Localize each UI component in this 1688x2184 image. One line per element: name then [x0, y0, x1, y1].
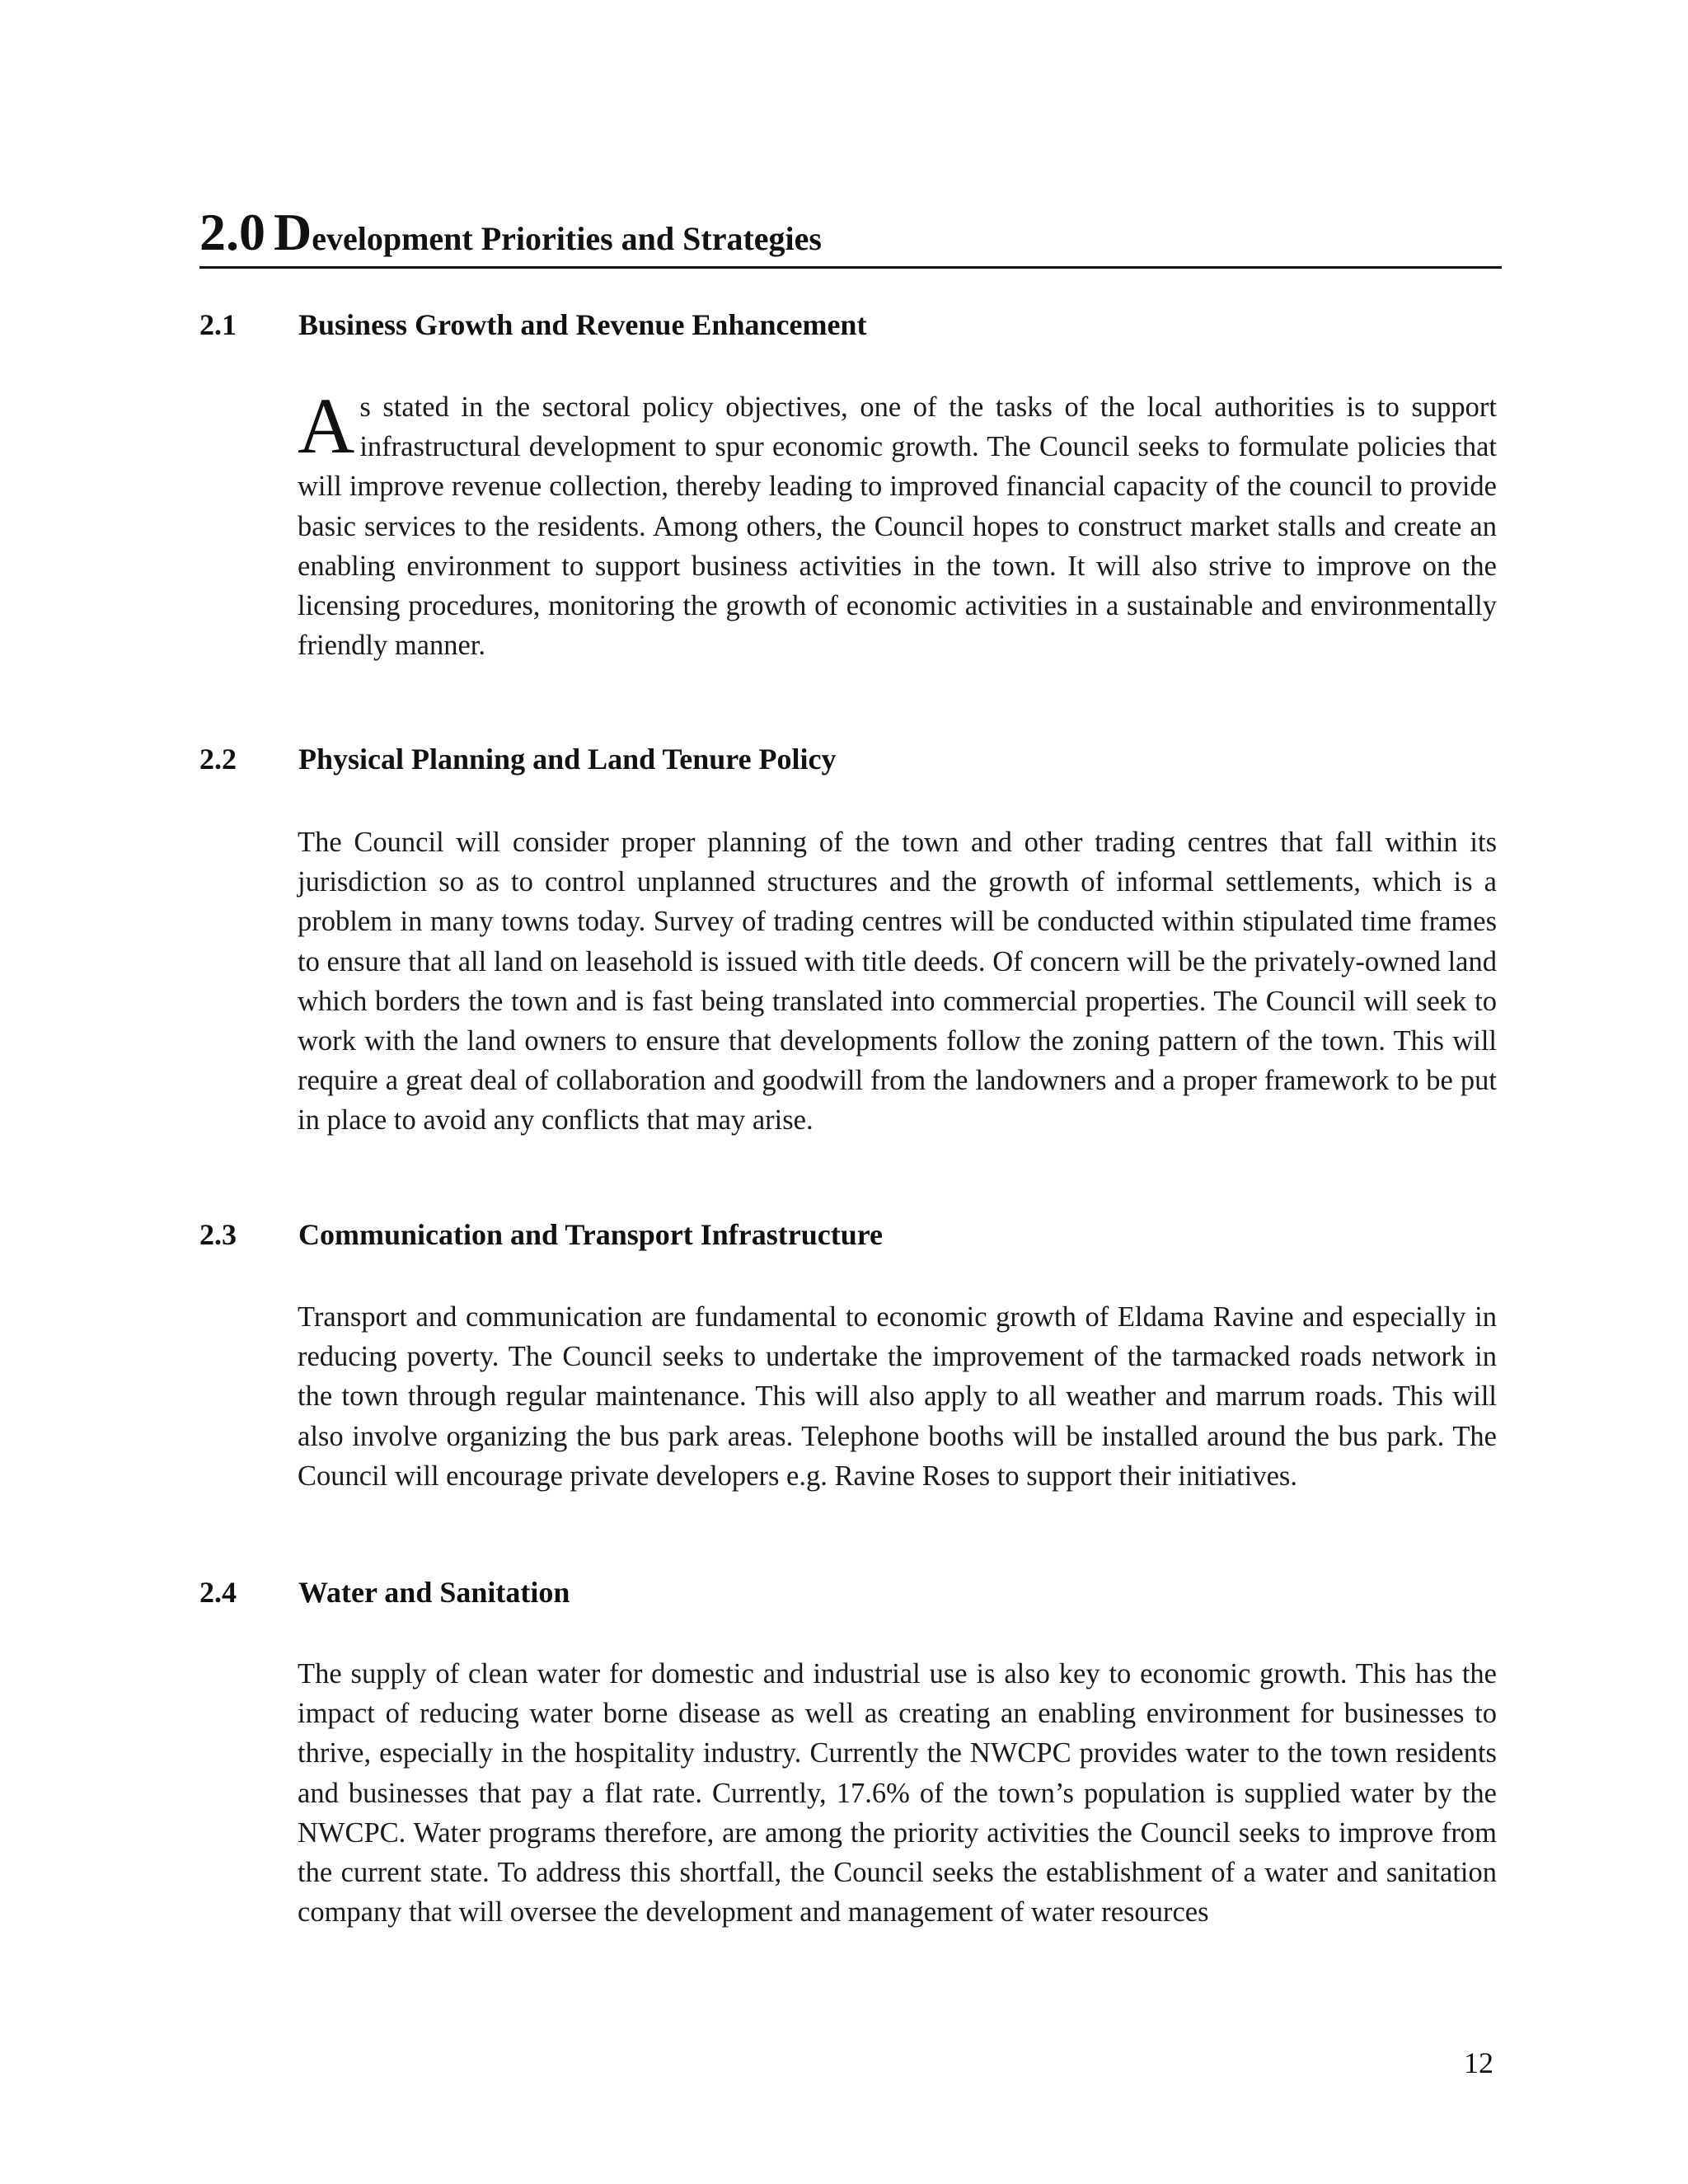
chapter-title: evelopment Priorities and Strategies	[312, 220, 822, 257]
section-heading-2-2	[199, 742, 837, 776]
section-number: 2.3	[199, 1218, 237, 1251]
section-number: 2.1	[199, 308, 237, 341]
paragraph-text: s stated in the sectoral policy objectives, one of the tasks of the local authorities is to support infrastructural development to spur economic growth. The Council seeks to formulate policies that will improve revenue collection, thereby leading to improved financial capacity of the council to provide basic services to the residents. Among others, the Council hopes to construct market stalls and create an enabling environment to support business activities in the town. It will also strive to improve on the licensing procedures, monitoring the growth of economic activities in a sustainable and environmentally friendly manner.	[298, 391, 1497, 662]
chapter-first-letter: D	[274, 203, 312, 261]
section-paragraph-2-2	[298, 823, 1497, 1141]
section-title: Water and Sanitation	[298, 1576, 570, 1609]
chapter-number: 2.0	[199, 203, 265, 261]
section-title: Business Growth and Revenue Enhancement	[298, 308, 867, 341]
section-number: 2.2	[199, 743, 237, 776]
section-number: 2.4	[199, 1576, 237, 1609]
chapter-heading	[199, 202, 1502, 269]
section-paragraph-2-4	[298, 1654, 1497, 1932]
drop-cap: A	[298, 382, 355, 470]
page-number: 12	[1464, 2046, 1493, 2079]
section-heading-2-3	[199, 1217, 883, 1252]
section-title: Physical Planning and Land Tenure Policy	[298, 743, 837, 776]
section-paragraph-2-1	[298, 382, 1497, 665]
section-heading-2-1	[199, 307, 866, 342]
paragraph-text: The supply of clean water for domestic and industrial use is also key to economic growth. This has the impact of reducing water borne disease as well as creating an enabling environment for businesses to thrive, especially in the hospitality industry. Currently the NWCPC provides water to the town residents and businesses that pay a flat rate. Currently, 17.6% of the town’s population is supplied water by the NWCPC. Water programs therefore, are among the priority activities the Council seeks to improve from the current state. To address this shortfall, the Council seeks the establishment of a water and sanitation company that will oversee the development and management of water resources	[298, 1658, 1497, 1929]
section-title: Communication and Transport Infrastructure	[298, 1218, 884, 1251]
paragraph-text: The Council will consider proper planning of the town and other trading centres that fall within its jurisdiction so as to control unplanned structures and the growth of informal settlements, which is a problem in many towns today. Survey of trading centres will be conducted within stipulated time frames to ensure that all land on leasehold is issued with title deeds. Of concern will be the privately-owned land which borders the town and is fast being translated into commercial properties. The Council will seek to work with the land owners to ensure that developments follow the zoning pattern of the town. This will require a great deal of collaboration and goodwill from the landowners and a proper framework to be put in place to avoid any conflicts that may arise.	[298, 827, 1497, 1137]
section-paragraph-2-3	[298, 1297, 1497, 1496]
section-heading-2-4	[199, 1575, 570, 1610]
paragraph-text: Transport and communication are fundamental to economic growth of Eldama Ravine and especially in reducing poverty. The Council seeks to undertake the improvement of the tarmacked roads network in the town through regular maintenance. This will also apply to all weather and marrum roads. This will also involve organizing the bus park areas. Telephone booths will be installed around the bus park. The Council will encourage private developers e.g. Ravine Roses to support their initiatives.	[298, 1301, 1497, 1492]
